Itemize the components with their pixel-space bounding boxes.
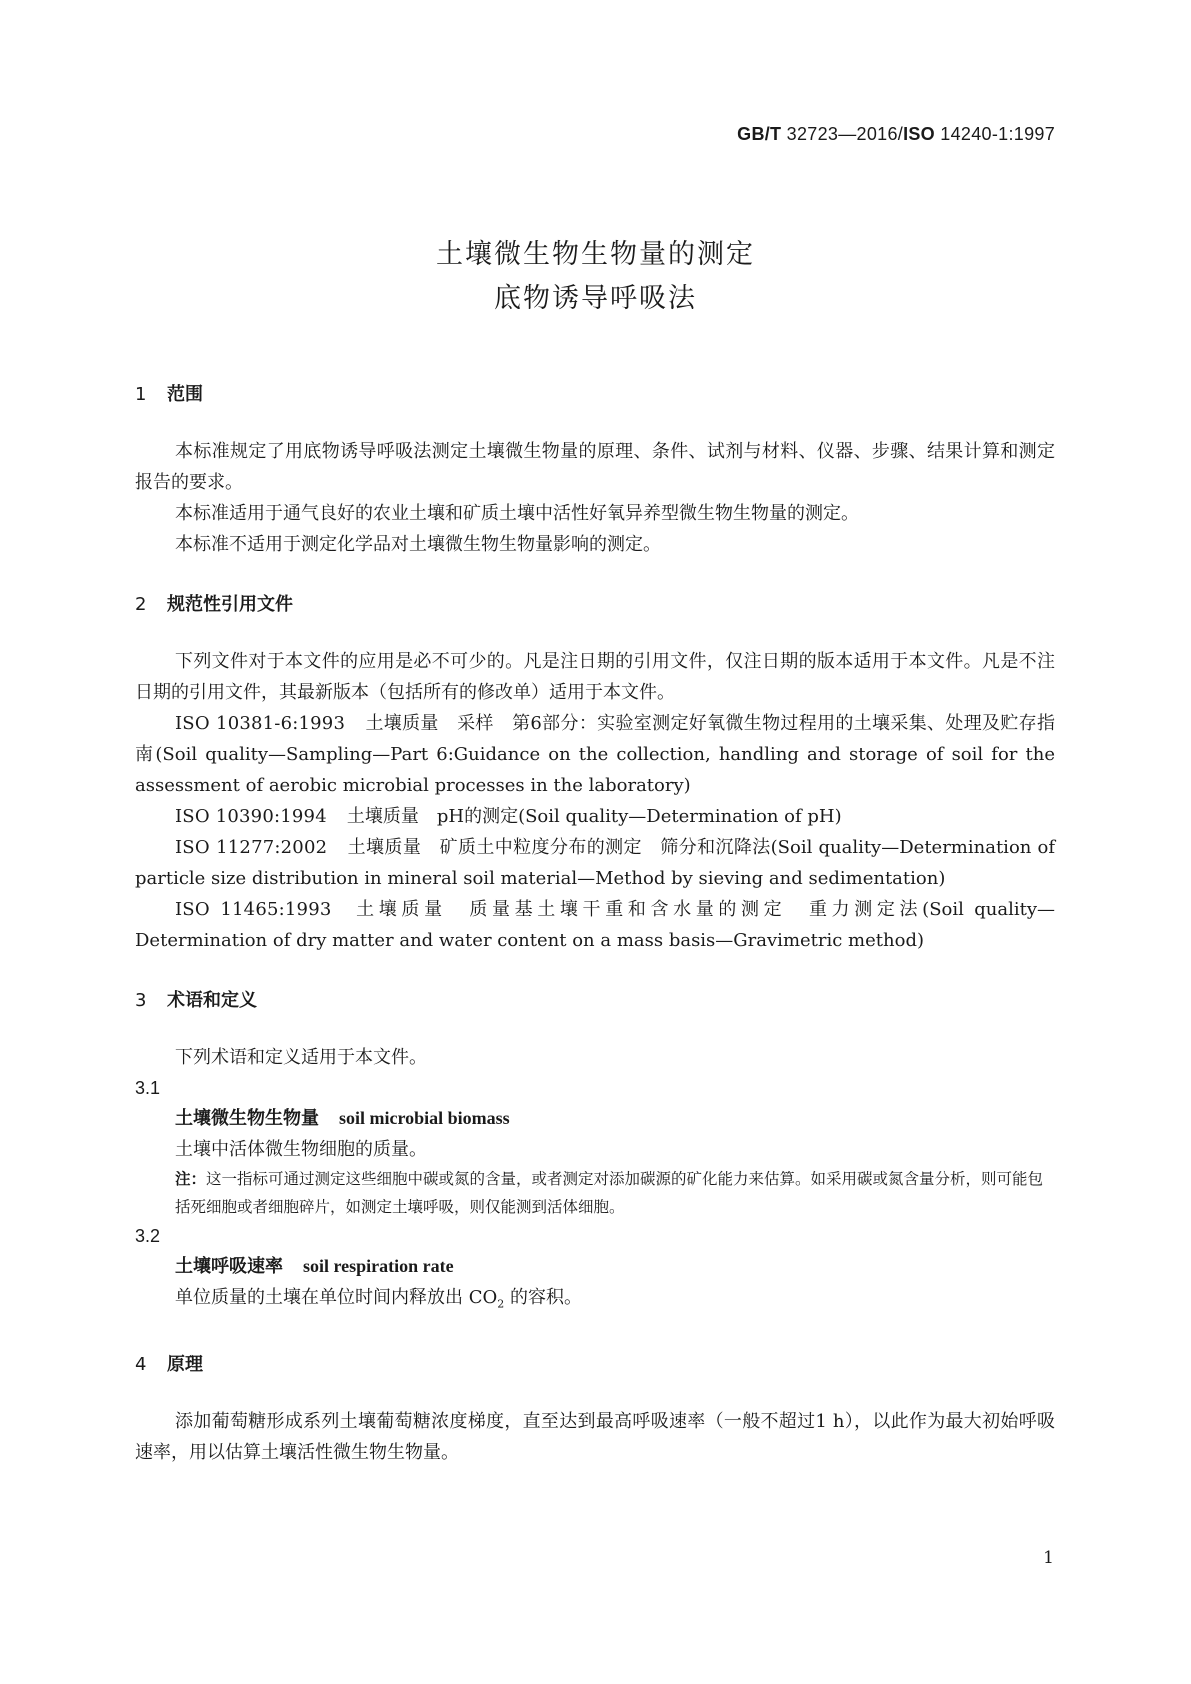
term-entry bbox=[175, 1251, 1055, 1282]
paragraph: 添加葡萄糖形成系列土壤葡萄糖浓度梯度，直至达到最高呼吸速率（一般不超过1 h），以此作为最大初始呼吸速率，用以估算土壤活性微生物生物量。 bbox=[135, 1410, 1055, 1463]
note-text: 这一指标可通过测定这些细胞中碳或氮的含量，或者测定对添加碳源的矿化能力来估算。如采用碳或氮含量分析，则可能包括死细胞或者细胞碎片，如测定土壤呼吸，则仅能测到活体细胞。 bbox=[175, 1170, 1044, 1216]
section-number: 4 bbox=[135, 1353, 147, 1375]
reference-id: ISO 10381-6:1993 bbox=[175, 713, 346, 734]
section-title: 范围 bbox=[167, 384, 203, 405]
term-number: 3.1 bbox=[135, 1078, 161, 1098]
section-heading-scope bbox=[135, 380, 1055, 406]
definition-text: 单位质量的土壤在单位时间内释放出 CO bbox=[175, 1287, 498, 1308]
document-body bbox=[135, 380, 1055, 1468]
reference-title: 土壤质量 质量基土壤干重和含水量的测定 重力测定法(Soil quality—Determination of dry matter and water content on a mass basis—Gravimetric method) bbox=[135, 899, 1055, 951]
reference-item bbox=[135, 708, 1055, 801]
section-number: 1 bbox=[135, 384, 147, 405]
standard-gb-number: 32723—2016/ bbox=[786, 124, 904, 144]
reference-item bbox=[135, 894, 1055, 956]
note-label: 注： bbox=[175, 1170, 207, 1188]
term-english: soil respiration rate bbox=[303, 1256, 454, 1276]
standard-number bbox=[737, 124, 1055, 145]
standard-iso-prefix: ISO bbox=[903, 124, 935, 144]
document-title-line2: 底物诱导呼吸法 bbox=[494, 283, 697, 314]
term-chinese: 土壤微生物生物量 bbox=[175, 1108, 319, 1129]
reference-title: 土壤质量 矿质土中粒度分布的测定 筛分和沉降法(Soil quality—Determination of particle size distribution in mineral soil material—Method by sieving and sedimentation) bbox=[135, 837, 1055, 889]
reference-id: ISO 11465:1993 bbox=[175, 899, 332, 920]
section-number: 2 bbox=[135, 594, 147, 615]
definition-text: 的容积。 bbox=[504, 1287, 582, 1308]
document-title-line1: 土壤微生物生物量的测定 bbox=[436, 239, 755, 270]
paragraph: 本标准不适用于测定化学品对土壤微生物生物量影响的测定。 bbox=[175, 534, 661, 555]
section-heading-normative-references bbox=[135, 590, 1055, 616]
reference-id: ISO 11277:2002 bbox=[175, 837, 328, 858]
term-entry bbox=[175, 1103, 1055, 1134]
term-chinese: 土壤呼吸速率 bbox=[175, 1256, 283, 1277]
paragraph: 本标准适用于通气良好的农业土壤和矿质土壤中活性好氧异养型微生物生物量的测定。 bbox=[175, 503, 859, 524]
paragraph: 本标准规定了用底物诱导呼吸法测定土壤微生物量的原理、条件、试剂与材料、仪器、步骤、结果计算和测定报告的要求。 bbox=[135, 441, 1055, 493]
section-heading-terms-definitions bbox=[135, 986, 1055, 1012]
term-definition bbox=[175, 1282, 1055, 1320]
section-title: 规范性引用文件 bbox=[167, 594, 293, 615]
term-number: 3.2 bbox=[135, 1226, 161, 1246]
subscript: 2 bbox=[497, 1297, 505, 1311]
term-definition: 土壤中活体微生物细胞的质量。 bbox=[175, 1139, 427, 1160]
reference-id: ISO 10390:1994 bbox=[175, 806, 327, 827]
term-note bbox=[175, 1165, 1055, 1221]
reference-title: 土壤质量 pH的测定(Soil quality—Determination of pH) bbox=[346, 806, 842, 827]
reference-title: 土壤质量 采样 第6部分：实验室测定好氧微生物过程用的土壤采集、处理及贮存指南(Soil quality—Sampling—Part 6:Guidance on the collection, handling and storage of soil for the assessment of aerobic microbial processes in the laboratory) bbox=[135, 713, 1055, 796]
page-number: 1 bbox=[1043, 1548, 1054, 1568]
section-heading-principle bbox=[135, 1350, 1055, 1376]
section-number: 3 bbox=[135, 990, 147, 1011]
reference-item bbox=[135, 832, 1055, 894]
term-english: soil microbial biomass bbox=[339, 1108, 510, 1128]
standard-iso-number: 14240-1:1997 bbox=[940, 124, 1055, 144]
reference-item bbox=[135, 801, 1055, 832]
standard-gb-prefix: GB/T bbox=[737, 124, 782, 144]
section-title: 原理 bbox=[167, 1353, 203, 1375]
paragraph: 下列文件对于本文件的应用是必不可少的。凡是注日期的引用文件，仅注日期的版本适用于本文件。凡是不注日期的引用文件，其最新版本（包括所有的修改单）适用于本文件。 bbox=[135, 651, 1055, 703]
paragraph: 下列术语和定义适用于本文件。 bbox=[175, 1047, 427, 1068]
section-title: 术语和定义 bbox=[167, 990, 257, 1011]
